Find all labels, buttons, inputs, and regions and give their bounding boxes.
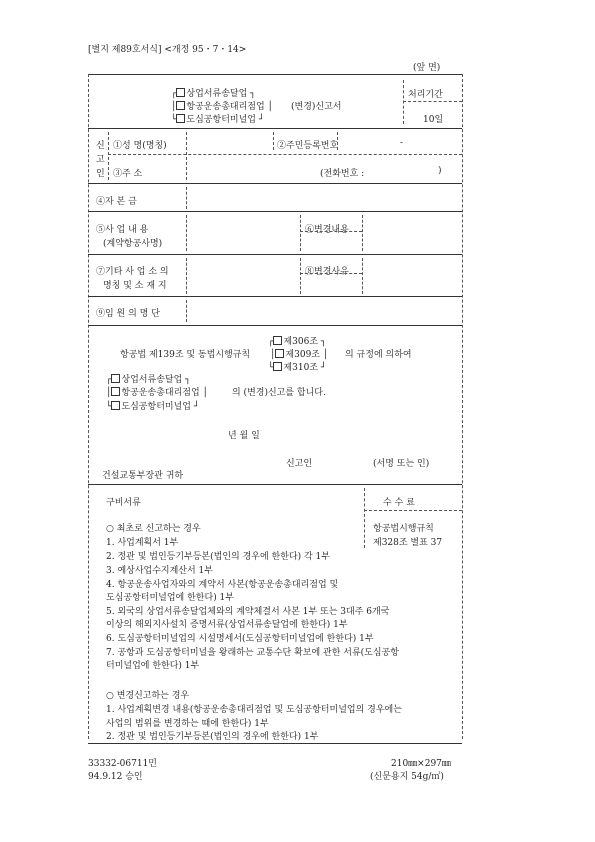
other-office-sub-label: 명칭 및 소 재 지 <box>103 281 167 291</box>
rrn-label: ②주민등록번호 <box>277 141 339 151</box>
list-item: 사업의 범위를 변경하는 때에 한한다) 1부 <box>106 719 269 729</box>
list-item: 1. 사업계획변경 내용(항공운송총대리점업 및 도심공항터미널업의 경우에는 <box>106 705 402 715</box>
list-item: 터미널업에 한한다) 1부 <box>106 661 200 671</box>
list-item: 7. 공항과 도심공항터미널을 왕래하는 교통수단 확보에 관한 서류(도심공항 <box>106 648 399 658</box>
title-option-1: ┌ 상업서류송달업 ┐ <box>171 89 256 99</box>
paper-size: 210㎜×297㎜ <box>391 759 451 769</box>
rrn-separator: - <box>400 138 404 148</box>
checkbox-icon[interactable] <box>273 336 282 345</box>
sign-or-seal: (서명 또는 인) <box>373 459 430 469</box>
applicant-signature-label: 신고인 <box>286 459 313 469</box>
list-item: 3. 예상사업수지계산서 1부 <box>106 566 213 576</box>
processing-period-value: 10일 <box>423 115 444 125</box>
address-label: ③주 소 <box>113 169 143 179</box>
declaration-line-1-post: 의 규정에 의하여 <box>345 350 412 360</box>
title-suffix: (변경)신고서 <box>291 102 342 112</box>
business-option-2: │ 항공운송총대리점업 │ <box>106 388 208 398</box>
list-item: 도심공항터미널업에 한한다) 1부 <box>106 593 234 603</box>
change-content-label: ⑥변경내용 <box>305 225 349 235</box>
list-item: 2. 정관 및 법인등기부등본(법인의 경우에 한한다) 1부 <box>106 732 319 742</box>
applicant-side-label-3: 인 <box>96 169 105 179</box>
change-reason-label: ⑧변경사유 <box>305 267 349 277</box>
checkbox-icon[interactable] <box>176 101 185 110</box>
declaration-line-1-pre: 항공법 제139조 및 동법시행규칙 <box>120 350 251 360</box>
approval-date: 94.9.12 승인 <box>88 772 143 782</box>
addressee: 건설교통부장관 귀하 <box>102 471 184 481</box>
phone-close: ) <box>438 166 442 176</box>
checkbox-icon[interactable] <box>176 114 185 123</box>
article-option-1: ┌ 제306조 ┐ <box>268 337 327 347</box>
checkbox-icon[interactable] <box>111 401 120 410</box>
title-option-2: │ 항공운송총대리점업 │ <box>171 102 273 112</box>
name-label: ①성 명(명칭) <box>113 141 167 151</box>
article-option-2: │ 제309조 │ <box>270 350 329 360</box>
applicant-side-label-1: 신 <box>96 141 105 151</box>
fee-line-1: 항공법시행규칙 <box>373 524 434 534</box>
checkbox-icon[interactable] <box>273 362 282 371</box>
officers-label: ⑨임 원 의 명 단 <box>96 309 160 319</box>
paper-spec: (신문용지 54g/㎡) <box>370 772 444 782</box>
other-office-label: ⑦기타 사 업 소 의 <box>96 267 169 277</box>
list-item: 이상의 해외지사설치 증명서류(상업서류송달업에 한한다) 1부 <box>106 620 348 630</box>
list-item: 5. 외국의 상업서류송달업체와의 계약체결서 사본 1부 또는 3대주 6개국 <box>106 607 390 617</box>
list-item: 6. 도심공항터미널업의 시설명세서(도심공항터미널업에 한한다) 1부 <box>106 634 374 644</box>
declaration-line-2-post: 의 (변경)신고를 합니다. <box>232 388 326 398</box>
page-side-label: (앞 면) <box>413 63 441 73</box>
business-sub-label: (계약항공사명) <box>103 239 163 249</box>
fee-label: 수 수 료 <box>383 498 415 508</box>
list-item: 2. 정관 및 법인등기부등본(법인의 경우에 한한다) 각 1부 <box>106 552 330 562</box>
business-label: ⑤사 업 내 용 <box>96 225 149 235</box>
processing-period-label: 처리기간 <box>408 90 443 100</box>
business-option-3: └ 도심공항터미널업 ┘ <box>106 402 200 412</box>
section-first-report: ○ 최초로 신고하는 경우 <box>106 524 201 534</box>
date-line: 년 월 일 <box>228 431 260 441</box>
form-number: [별지 제89호서식] <개정 95・7・14> <box>88 45 247 55</box>
section-change-report: ○ 변경신고하는 경우 <box>106 691 190 701</box>
capital-label: ④자 본 금 <box>96 197 137 207</box>
checkbox-icon[interactable] <box>111 374 120 383</box>
business-option-1: ┌ 상업서류송달업 ┐ <box>106 375 191 385</box>
applicant-side-label-2: 고 <box>96 155 105 165</box>
documents-title: 구비서류 <box>106 498 141 508</box>
checkbox-icon[interactable] <box>275 349 284 358</box>
list-item: 1. 사업계획서 1부 <box>106 538 179 548</box>
list-item: 4. 항공운송사업자와의 계약서 사본(항공운송총대리점업 및 <box>106 580 339 590</box>
title-option-3: └ 도심공항터미널업 ┘ <box>171 115 265 125</box>
fee-line-2: 제328조 별표 37 <box>373 538 443 548</box>
checkbox-icon[interactable] <box>176 88 185 97</box>
form-code: 33332-06711민 <box>88 759 157 769</box>
phone-label: (전화번호 : <box>320 169 365 179</box>
checkbox-icon[interactable] <box>111 387 120 396</box>
article-option-3: └ 제310조 ┘ <box>268 363 327 373</box>
